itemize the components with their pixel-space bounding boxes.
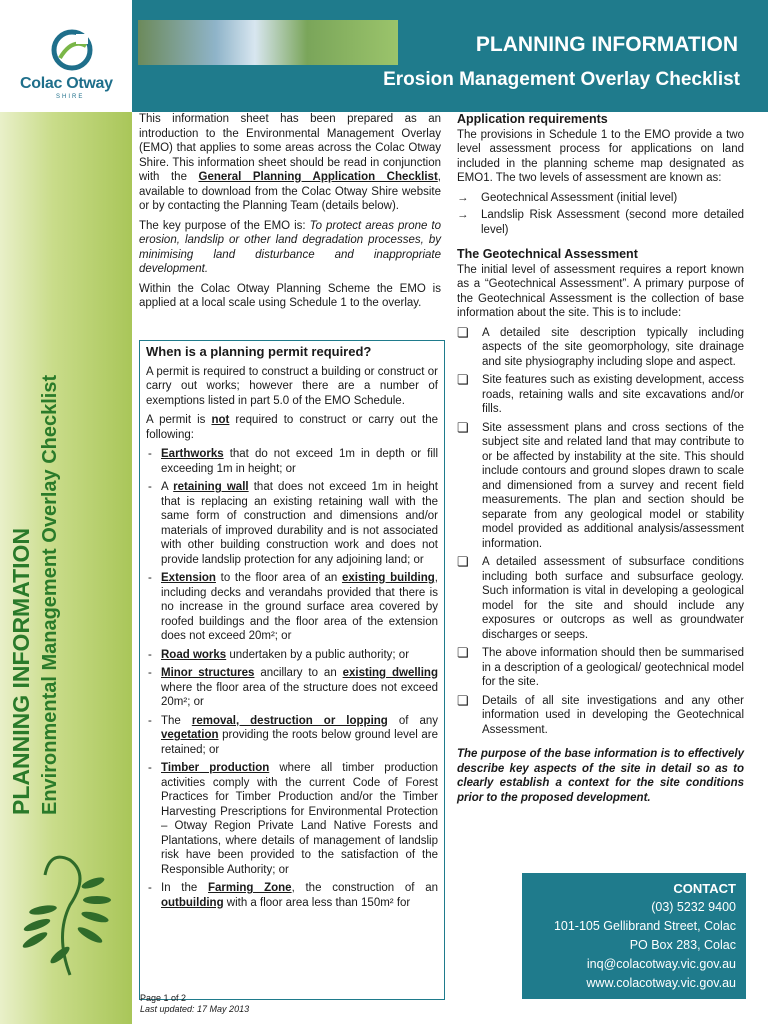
- sidebar-subtitle: Environmental Management Overlay Checklist: [39, 374, 61, 815]
- list-item: - Timber production where all timber production activities comply with the current Code of Forest Practices for Timber Production and/or the Timber Harvesting Prescriptions for Environmental Protection – Otway Region Private Land Native Forests and Plantations, where details of management of landslip risk have been provided to the satisfaction of the Responsible Authority; or: [146, 761, 438, 877]
- geotech-heading: The Geotechnical Assessment: [457, 247, 638, 261]
- list-item: - A retaining wall that does not exceed 1m in height that is replacing an existing retaining wall with the same form of construction and dimensions and/or materials of improved durability and is not associated with other building construction work and does not provide landslip protection for any adjoining land; or: [146, 480, 438, 567]
- contact-heading: CONTACT: [673, 881, 736, 896]
- colac-otway-logo-icon: [50, 28, 94, 72]
- page-title: PLANNING INFORMATION: [475, 33, 738, 56]
- intro-text: This information sheet has been prepared as an introduction to the Environmental Management Overlay (EMO) that applies to some areas across the Colac Otway Shire. This information sheet should be read in conjunction with the: [139, 113, 441, 183]
- requirements-heading: Application requirements: [457, 112, 608, 126]
- list-item: [457, 694, 744, 738]
- sidebar: [0, 0, 132, 1024]
- intro-paragraph-2: [139, 219, 441, 277]
- last-updated: Last updated: 17 May 2013: [140, 1004, 250, 1014]
- checkbox-icon: ❏: [457, 419, 469, 435]
- page-subtitle: Erosion Management Overlay Checklist: [383, 69, 740, 90]
- intro-text: The key purpose of the EMO is:: [139, 219, 310, 232]
- arrow-right-icon: →: [457, 209, 469, 221]
- list-item: - In the Farming Zone, the construction of an outbuilding with a floor area less than 150m² for: [146, 881, 438, 910]
- requirements-paragraph: The provisions in Schedule 1 to the EMO provide a two level assessment process for applications on land included in the planning scheme map designated as EMO1. The two levels of assessment are known as:: [457, 128, 744, 184]
- permit-text: A permit is: [146, 414, 212, 426]
- list-item: [457, 373, 744, 417]
- list-item: [457, 555, 744, 642]
- list-item: - Extension to the floor area of an existing building, including decks and verandahs provided that there is no increase in the ground surface area covered by roofed buildings and the floor area of the extension does not exceed 20m²; or: [146, 571, 438, 644]
- requirements-column: [457, 112, 744, 810]
- list-item: [457, 326, 744, 370]
- list-item: - Earthworks that do not exceed 1m in depth or fill exceeding 1m in height; or: [146, 447, 438, 476]
- contact-website-link[interactable]: www.colacotway.vic.gov.au: [586, 976, 736, 990]
- logo-shire: SHIRE: [56, 94, 85, 100]
- level-text: Geotechnical Assessment (initial level): [481, 191, 678, 204]
- list-item: [457, 208, 744, 237]
- item-text: A detailed assessment of subsurface conditions including both surface and subsurface geology. Such information is vital in developing a geological model for the site and should include any exposures or outcrops as well as groundwater discharges or seeps.: [482, 556, 744, 641]
- permit-box-title: When is a planning permit required?: [146, 344, 372, 359]
- contact-address: 101-105 Gellibrand Street, Colac: [553, 919, 736, 933]
- permit-text: required to construct or carry out the following:: [146, 414, 438, 441]
- list-item: - Road works undertaken by a public authority; or: [146, 648, 438, 663]
- checkbox-icon: ❏: [457, 692, 469, 708]
- item-text: Details of all site investigations and any other information used in developing the Geotechnical Assessment.: [482, 694, 744, 736]
- intro-text: , available to download from the Colac Otway Shire website or by contacting the Planning Team (details below).: [139, 171, 441, 212]
- level-text: Landslip Risk Assessment (second more detailed level): [481, 209, 744, 236]
- list-item: [457, 646, 744, 690]
- list-item: [457, 191, 744, 206]
- checkbox-icon: ❏: [457, 324, 469, 340]
- arrow-right-icon: →: [457, 191, 469, 204]
- list-item: [457, 421, 744, 552]
- contact-po-box: PO Box 283, Colac: [629, 938, 736, 952]
- checkbox-icon: ❏: [457, 372, 469, 387]
- header-photo-strip: [138, 20, 398, 65]
- geotech-closing: The purpose of the base information is to effectively describe key aspects of the site in detail so as to clearly establish a context for the site conditions prior to the proposed development.: [457, 748, 744, 804]
- permit-box: [139, 340, 445, 1000]
- sidebar-title: PLANNING INFORMATION: [8, 527, 34, 815]
- checkbox-icon: ❏: [457, 645, 469, 660]
- logo-name: Colac Otway: [20, 75, 113, 92]
- exemption-list: [146, 447, 438, 910]
- checkbox-icon: ❏: [457, 554, 469, 569]
- permit-paragraph-1: A permit is required to construct a building or construct or carry out works; however there are a number of exemptions listed in part 5.0 of the EMO Schedule.: [146, 365, 438, 407]
- list-item: - Minor structures ancillary to an existing dwelling where the floor area of the structure does not exceed 20m²; or: [146, 666, 438, 710]
- intro-column: [139, 112, 441, 316]
- contact-email-link[interactable]: inq@colacotway.vic.gov.au: [586, 957, 736, 971]
- permit-not-text: not: [211, 414, 230, 426]
- item-text: Site features such as existing development, access roads, retaining walls and site excavations and/or fills.: [482, 374, 744, 415]
- intro-paragraph-3: Within the Colac Otway Planning Scheme the EMO is applied at a local scale using Schedule 1 to the overlay.: [139, 282, 441, 309]
- contact-box: [522, 873, 746, 999]
- fern-icon: [15, 845, 125, 980]
- item-text: Site assessment plans and cross sections of the subject site and related land that may contribute to or be affected by instability at the site. This should include contours and ground slopes drawn to scale and dimensioned from a survey and recent field measurements. The plan and section should be separate from any geological model or stability model provided as additional analysis/assessment information.: [482, 421, 744, 550]
- permit-paragraph-2: [146, 413, 438, 442]
- list-item: - The removal, destruction or lopping of any vegetation providing the roots below ground level are retained; or: [146, 714, 438, 758]
- item-text: The above information should then be summarised in a description of a geological/ geotechnical model for the site.: [482, 647, 744, 688]
- footer: [140, 993, 249, 1015]
- page-number: Page 1 of 2: [140, 993, 187, 1003]
- contact-phone[interactable]: (03) 5232 9400: [651, 900, 736, 914]
- logo-area: [0, 0, 132, 112]
- geotech-paragraph: The initial level of assessment requires a report known as a “Geotechnical Assessment”. A primary purpose of the Geotechnical Assessment is the collection of base information about the site. This is to include:: [457, 263, 744, 319]
- emo-purpose-text: To protect areas prone to erosion, landslip or other land degradation processes, by minimising land disturbance and inappropriate development.: [139, 219, 441, 275]
- intro-paragraph-1: [139, 112, 441, 214]
- sidebar-title-block: [8, 375, 62, 815]
- general-checklist-link[interactable]: General Planning Application Checklist: [198, 171, 438, 183]
- item-text: A detailed site description typically including aspects of the site geomorphology, site drainage and site physiography including slope and aspect.: [482, 326, 744, 368]
